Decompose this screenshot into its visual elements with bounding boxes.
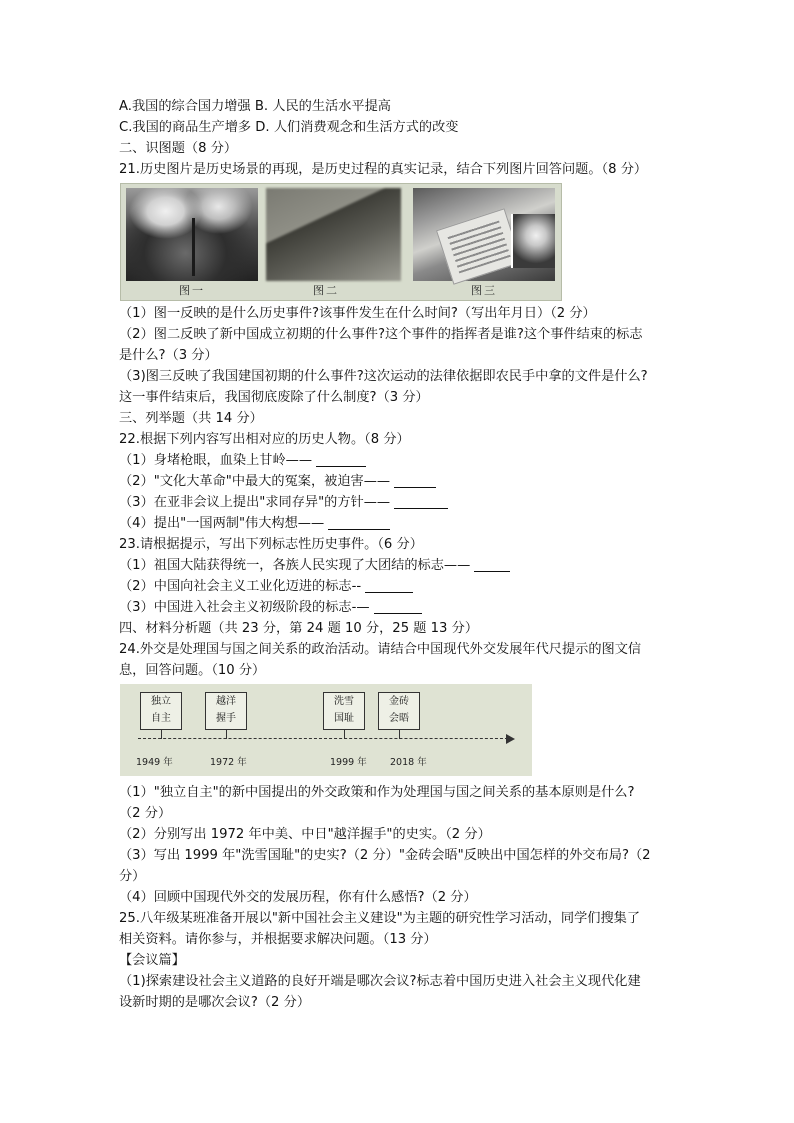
answer-blank[interactable] — [394, 473, 436, 488]
question-24-2: （2）分别写出 1972 年中美、中日"越洋握手"的史实。（2 分） — [119, 827, 491, 842]
timeline-year: 1999 年 — [330, 757, 367, 768]
question-text: （4）提出"一国两制"伟大构想—— — [119, 516, 325, 531]
question-21-3-cont: 这一事件结束后，我国彻底废除了什么制度?（3 分） — [119, 390, 429, 405]
section-heading: 二、识图题（8 分） — [119, 141, 238, 156]
question-21-2-cont: 是什么?（3 分） — [119, 348, 218, 363]
question-24-3: （3）写出 1999 年"洗雪国耻"的史实?（2 分）"金砖会晤"反映出中国怎样的外交布局?（2 — [119, 848, 651, 863]
arrow-right-icon — [506, 734, 515, 744]
figure-3-caption: 图三 — [471, 284, 497, 297]
event-label: 会晤 — [389, 713, 409, 724]
question-text: （1）身堵枪眼，血染上甘岭—— — [119, 453, 313, 468]
question-23-3 — [119, 597, 679, 618]
question-text: （3）在亚非会议上提出"求同存异"的方针—— — [119, 495, 391, 510]
subsection-heading: 【会议篇】 — [119, 953, 185, 968]
question-23-1 — [119, 555, 679, 576]
question-23: 23.请根据提示，写出下列标志性历史事件。（6 分） — [119, 537, 423, 552]
question-21-3: （3)图三反映了我国建国初期的什么事件?这次运动的法律依据即农民手中拿的文件是什么? — [119, 369, 648, 384]
question-text: （3）中国进入社会主义初级阶段的标志-— — [119, 600, 370, 615]
diplomacy-timeline — [120, 684, 532, 776]
question-22-3 — [119, 492, 679, 513]
answer-blank[interactable] — [328, 515, 390, 530]
question-22-2 — [119, 471, 679, 492]
figure-2-caption: 图二 — [313, 284, 339, 297]
question-text: （2）"文化大革命"中最大的冤案，被迫害—— — [119, 474, 391, 489]
question-24-3-cont: 分） — [119, 869, 146, 884]
question-25: 25.八年级某班准备开展以"新中国社会主义建设"为主题的研究性学习活动，同学们搜集了 — [119, 911, 641, 926]
answer-blank[interactable] — [316, 452, 366, 467]
answer-blank[interactable] — [394, 494, 448, 509]
figure-1-photo — [126, 188, 258, 281]
timeline-year: 2018 年 — [390, 757, 427, 768]
event-label: 金砖 — [389, 696, 409, 707]
event-label: 洗雪 — [334, 696, 354, 707]
timeline-event-box — [140, 692, 182, 730]
event-label: 越洋 — [216, 696, 236, 707]
question-23-2 — [119, 576, 679, 597]
question-25-1: （1)探索建设社会主义道路的良好开端是哪次会议?标志着中国历史进入社会主义现代化建 — [119, 974, 641, 989]
question-24-cont: 息，回答问题。（10 分） — [119, 663, 266, 678]
answer-blank[interactable] — [474, 557, 510, 572]
option-a-b: A.我国的综合国力增强 B. 人民的生活水平提高 — [119, 99, 391, 114]
question-22-1 — [119, 450, 679, 471]
event-label: 国耻 — [334, 713, 354, 724]
question-25-1-cont: 设新时期的是哪次会议?（2 分） — [119, 995, 311, 1010]
question-24: 24.外交是处理国与国之间关系的政治活动。请结合中国现代外交发展年代尺提示的图文信 — [119, 642, 642, 657]
question-24-4: （4）回顾中国现代外交的发展历程，你有什么感悟?（2 分） — [119, 890, 477, 905]
history-photo-strip — [120, 183, 562, 301]
portrait-inset — [511, 214, 555, 268]
question-24-1-cont: （2 分） — [119, 806, 172, 821]
answer-blank[interactable] — [365, 578, 413, 593]
section-heading: 三、列举题（共 14 分） — [119, 411, 263, 426]
answer-blank[interactable] — [374, 599, 422, 614]
timeline-event-box — [205, 692, 247, 730]
question-22-4 — [119, 513, 679, 534]
option-c-d: C.我国的商品生产增多 D. 人们消费观念和生活方式的改变 — [119, 120, 459, 135]
section-heading: 四、材料分析题（共 23 分，第 24 题 10 分，25 题 13 分） — [119, 621, 479, 636]
question-text: （1）祖国大陆获得统一，各族人民实现了大团结的标志—— — [119, 558, 471, 573]
timeline-year: 1972 年 — [210, 757, 247, 768]
figure-2-photo — [266, 188, 401, 281]
figure-1-caption: 图一 — [179, 284, 205, 297]
flagpole-shape — [192, 218, 195, 276]
question-text: （2）中国向社会主义工业化迈进的标志-- — [119, 579, 362, 594]
question-24-1: （1）"独立自主"的新中国提出的外交政策和作为处理国与国之间关系的基本原则是什么? — [119, 785, 635, 800]
figure-3-photo — [413, 188, 555, 281]
question-22: 22.根据下列内容写出相对应的历史人物。（8 分） — [119, 432, 410, 447]
timeline-event-box — [323, 692, 365, 730]
question-21: 21.历史图片是历史场景的再现，是历史过程的真实记录，结合下列图片回答问题。（8 分） — [119, 162, 648, 177]
question-25-cont: 相关资料。请你参与，并根据要求解决问题。（13 分） — [119, 932, 437, 947]
timeline-year: 1949 年 — [136, 757, 173, 768]
event-label: 自主 — [151, 713, 171, 724]
timeline-axis — [138, 738, 508, 740]
event-label: 独立 — [151, 696, 171, 707]
timeline-event-box — [378, 692, 420, 730]
question-21-2: （2）图二反映了新中国成立初期的什么事件?这个事件的指挥者是谁?这个事件结束的标志 — [119, 327, 643, 342]
question-21-1: （1）图一反映的是什么历史事件?该事件发生在什么时间?（写出年月日）（2 分） — [119, 306, 596, 321]
event-label: 握手 — [216, 713, 236, 724]
document-shape — [436, 208, 522, 284]
